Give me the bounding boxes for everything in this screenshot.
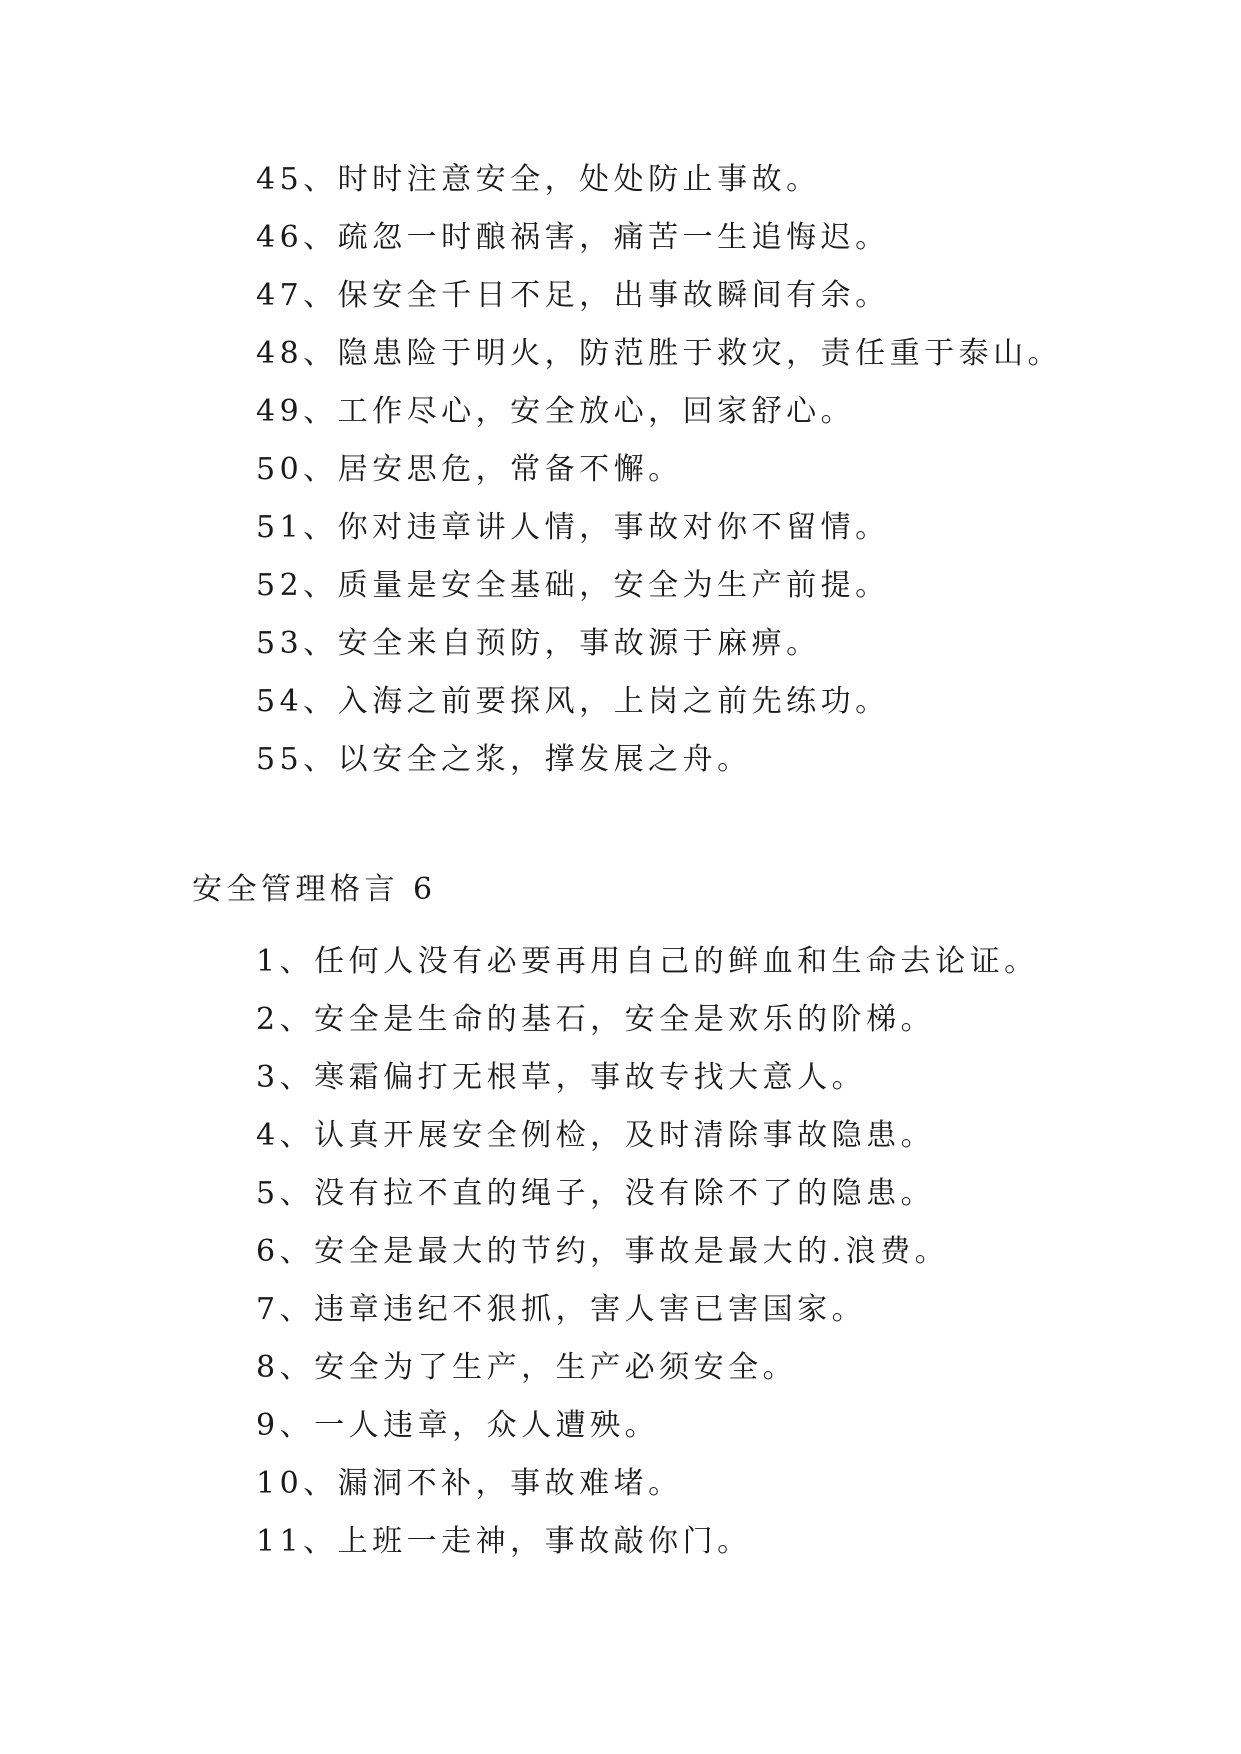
list-item: 5、没有拉不直的绳子，没有除不了的隐患。: [256, 1176, 936, 1211]
list-item: 55、以安全之浆，撑发展之舟。: [256, 742, 752, 777]
list-item: 52、质量是安全基础，安全为生产前提。: [256, 568, 890, 603]
list-item: 49、工作尽心，安全放心，回家舒心。: [256, 394, 856, 429]
list-item: 53、安全来自预防，事故源于麻痹。: [256, 626, 821, 661]
list-item: 45、时时注意安全，处处防止事故。: [256, 162, 821, 197]
list-item: 3、寒霜偏打无根草，事故专找大意人。: [256, 1060, 867, 1095]
section-heading: 安全管理格言 6: [192, 872, 437, 907]
list-item: 50、居安思危，常备不懈。: [256, 452, 683, 487]
list-item: 1、任何人没有必要再用自己的鲜血和生命去论证。: [256, 944, 1039, 979]
list-item: 48、隐患险于明火，防范胜于救灾，责任重于泰山。: [256, 336, 1063, 371]
list-item: 47、保安全千日不足，出事故瞬间有余。: [256, 278, 890, 313]
list-item: 4、认真开展安全例检，及时清除事故隐患。: [256, 1118, 936, 1153]
list-item: 8、安全为了生产，生产必须安全。: [256, 1350, 798, 1385]
list-item: 2、安全是生命的基石，安全是欢乐的阶梯。: [256, 1002, 936, 1037]
list-item: 7、违章违纪不狠抓，害人害已害国家。: [256, 1292, 867, 1327]
list-item: 54、入海之前要探风，上岗之前先练功。: [256, 684, 890, 719]
list-item: 11、上班一走神，事故敲你门。: [256, 1524, 752, 1559]
list-item: 9、一人违章，众人遭殃。: [256, 1408, 660, 1443]
list-item: 51、你对违章讲人情，事故对你不留情。: [256, 510, 890, 545]
list-item: 10、漏洞不补，事故难堵。: [256, 1466, 683, 1501]
list-item: 6、安全是最大的节约，事故是最大的.浪费。: [256, 1234, 950, 1269]
list-item: 46、疏忽一时酿祸害，痛苦一生追悔迟。: [256, 220, 890, 255]
